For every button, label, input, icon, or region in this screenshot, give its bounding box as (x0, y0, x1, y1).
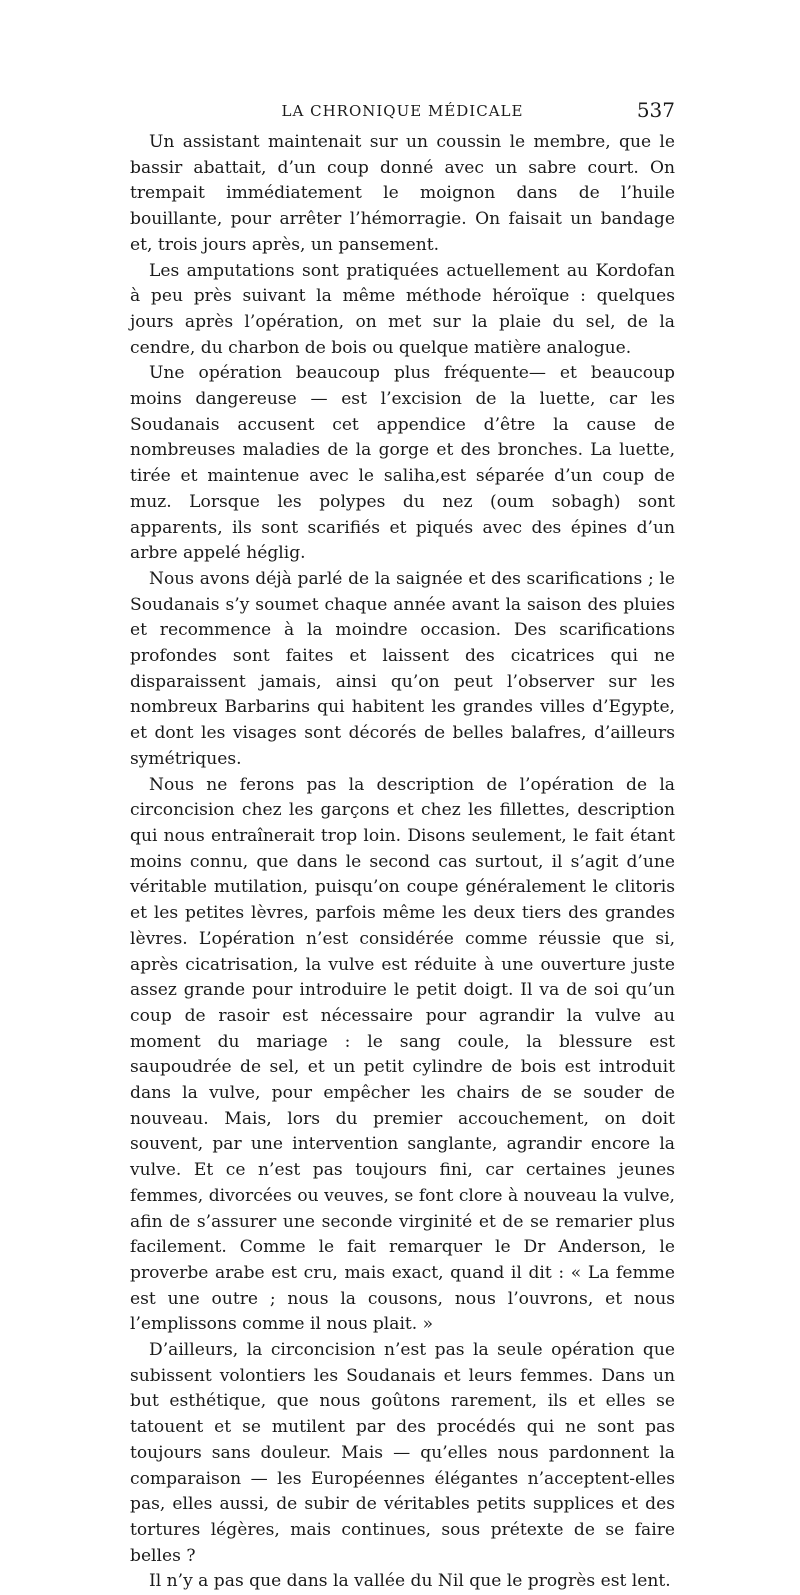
paragraph-uvula-excision: Une opération beaucoup plus fréquente— et beaucoup moins dangereuse — est l’excision de la luette, car les Soudanais accusent cet appendice d’être la cause de nombreuses maladies de la gorge et des bronches. La luette, tirée et maintenue avec le saliha,est séparée d’un coup de muz. Lorsque les polypes du nez (oum sobagh) sont apparents, ils sont scarifiés et piqués avec des épines d’un arbre appelé héglig. (130, 363, 675, 564)
paragraph-closing: Il n’y a pas que dans la vallée du Nil que le progrès est lent. (149, 1571, 671, 1592)
body-text (130, 130, 675, 1595)
running-header (130, 96, 675, 126)
paragraph-tattooing: D’ailleurs, la circoncision n’est pas la seule opération que subissent volontiers les Soudanais et leurs femmes. Dans un but esthétique, que nous goûtons rarement, ils et elles se tatouent et se mutilent par des procédés qui ne sont pas toujours sans douleur. Mais — qu’elles nous pardonnent la comparaison — les Européennes élégantes n’acceptent-elles pas, elles aussi, de subir de véritables petits supplices et des tortures légères, mais continues, sous prétexte de se faire belles ? (130, 1340, 675, 1566)
page-number: 537 (636, 98, 675, 122)
paragraph-circumcision: Nous ne ferons pas la description de l’opération de la circoncision chez les garçons et chez les fillettes, description qui nous entraînerait trop loin. Disons seulement, le fait étant moins connu, que dans le second cas surtout, il s’agit d’une véritable mutilation, puisqu’on coupe généralement le clitoris et les petites lèvres, parfois même les deux tiers des grandes lèvres. L’opération n’est considérée comme réussie que si, après cicatrisation, la vulve est réduite à une ouverture juste assez grande pour introduire le petit doigt. Il va de soi qu’un coup de rasoir est nécessaire pour agrandir la vulve au moment du mariage : le sang coule, la blessure est saupoudrée de sel, et un petit cylindre de bois est introduit dans la vulve, pour empêcher les chairs de se souder de nouveau. Mais, lors du premier accouchement, on doit souvent, par une intervention sanglante, agrandir encore la vulve. Et ce n’est pas toujours fini, car certaines jeunes femmes, divorcées ou veuves, se font clore à nouveau la vulve, afin de s’assurer une seconde virginité et de se remarier plus facilement. Comme le fait remarquer le Dr Anderson, le proverbe arabe est cru, mais exact, quand il dit : « La femme est une outre ; nous la cousons, nous l’ouvrons, et nous l’emplissons comme il nous plait. » (130, 774, 675, 1335)
running-title: LA CHRONIQUE MÉDICALE (281, 102, 524, 120)
paragraph-scarifications: Nous avons déjà parlé de la saignée et des scarifications ; le Soudanais s’y soumet chaque année avant la saison des pluies et recommence à la moindre occasion. Des scarifications profondes sont faites et laissent des cicatrices qui ne disparaissent jamais, ainsi qu’on peut l’observer sur les nombreux Barbarins qui habitent les grandes villes d’Egypte, et dont les visages sont décorés de belles balafres, d’ailleurs symétriques. (130, 568, 675, 769)
paragraph-amputation-method: Un assistant maintenait sur un coussin le membre, que le bassir abattait, d’un coup donné avec un sabre court. On trempait immédiatement le moignon dans de l’huile bouillante, pour arrêter l’hémorragie. On faisait un bandage et, trois jours après, un pansement. (130, 132, 675, 255)
paragraph-kordofan-amputations: Les amputations sont pratiquées actuellement au Kordofan à peu près suivant la même méthode héroïque : quelques jours après l’opération, on met sur la plaie du sel, de la cendre, du charbon de bois ou quelque matière analogue. (130, 260, 675, 358)
